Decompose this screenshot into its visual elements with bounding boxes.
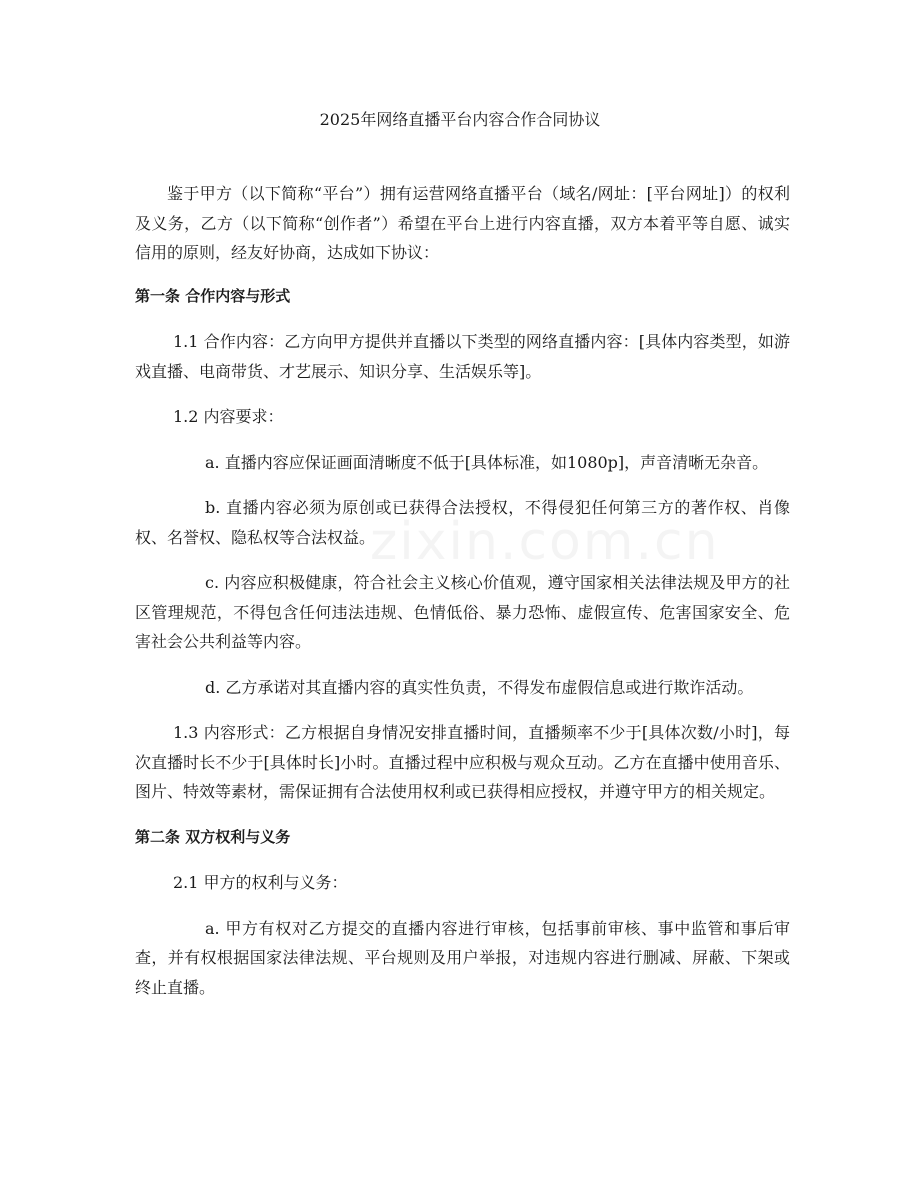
article-2-heading: 第二条 双方权利与义务 xyxy=(135,827,291,846)
clause-1-3: 1.3 内容形式：乙方根据自身情况安排直播时间，直播频率不少于[具体次数/小时]，每次直播时长不少于[具体时长]小时。直播过程中应积极与观众互动。乙方在直播中使用音乐、图片、特效等素材，需保证拥有合法使用权利或已获得相应授权，并遵守甲方的相关规定。 xyxy=(135,723,790,801)
article-1-heading: 第一条 合作内容与形式 xyxy=(135,286,291,305)
clause-1-2-item-a: a. 直播内容应保证画面清晰度不低于[具体标准，如1080p]，声音清晰无杂音。 xyxy=(205,452,769,472)
clause-1-1: 1.1 合作内容：乙方向甲方提供并直播以下类型的网络直播内容：[具体内容类型，如游戏直播、电商带货、才艺展示、知识分享、生活娱乐等]。 xyxy=(135,332,790,381)
clause-2-1-item-a: a. 甲方有权对乙方提交的直播内容进行审核，包括事前审核、事中监管和事后审查，并有权根据国家法律法规、平台规则及用户举报，对违规内容进行删减、屏蔽、下架或终止直播。 xyxy=(135,918,790,997)
intro-paragraph: 鉴于甲方（以下简称“平台”）拥有运营网络直播平台（域名/网址：[平台网址]）的权利及义务，乙方（以下简称“创作者”）希望在平台上进行内容直播，双方本着平等自愿、诚实信用的原则，经友好协商，达成如下协议： xyxy=(135,184,790,262)
clause-1-2-item-c: c. 内容应积极健康，符合社会主义核心价值观，遵守国家相关法律法规及甲方的社区管理规范，不得包含任何违法违规、色情低俗、暴力恐怖、虚假宣传、危害国家安全、危害社会公共利益等内容。 xyxy=(135,573,790,651)
watermark: zixin.com.cn xyxy=(370,512,720,572)
clause-2-1: 2.1 甲方的权利与义务： xyxy=(173,873,348,892)
document-title: 2025年网络直播平台内容合作合同协议 xyxy=(319,110,601,129)
clause-1-2-item-d: d. 乙方承诺对其直播内容的真实性负责，不得发布虚假信息或进行欺诈活动。 xyxy=(205,677,754,697)
clause-1-2-item-b: b. 直播内容必须为原创或已获得合法授权，不得侵犯任何第三方的著作权、肖像权、名誉权、隐私权等合法权益。 xyxy=(135,498,790,547)
clause-1-2: 1.2 内容要求： xyxy=(173,407,284,426)
document-body xyxy=(135,179,790,1018)
